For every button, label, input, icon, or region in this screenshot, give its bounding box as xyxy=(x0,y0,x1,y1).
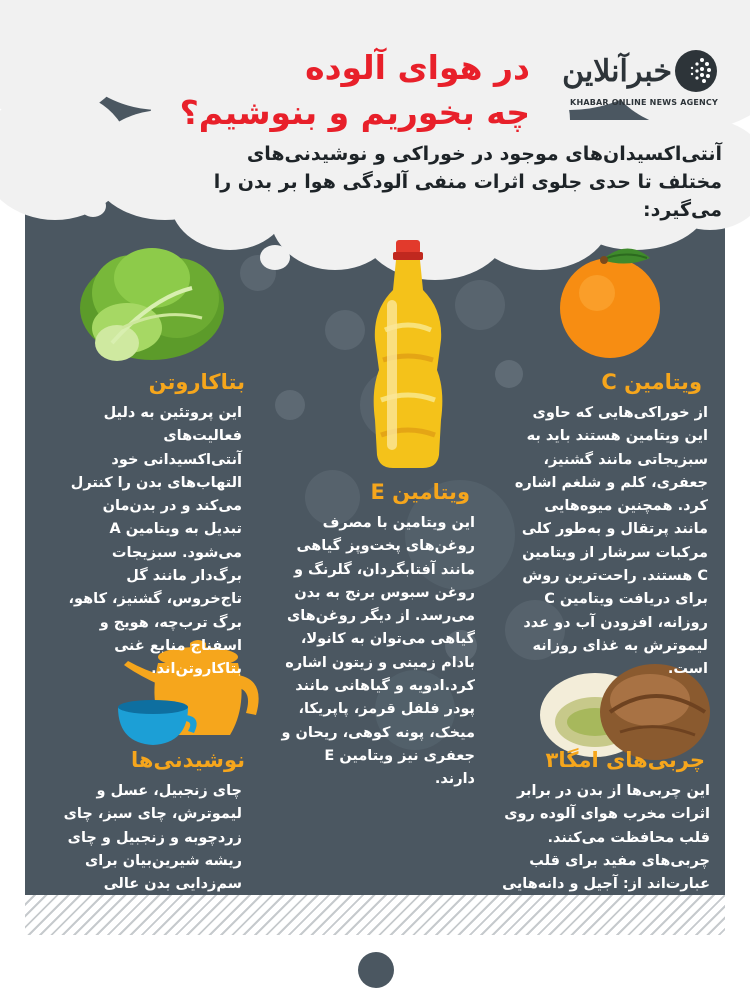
omega3-heading: چربی‌های امگا۳ xyxy=(545,748,705,772)
logo-text: خبرآنلاین xyxy=(562,54,672,89)
cloud xyxy=(260,245,290,270)
oil-bottle-icon xyxy=(363,240,453,470)
intro-text: آنتی‌اکسیدان‌های موجود در خوراکی و نوشیدنی‌های مختلف تا حدی جلوی اثرات منفی آلودگی هوا بر بدن را می‌گیرد: xyxy=(213,143,722,221)
vitamin-e-heading: ویتامین E xyxy=(370,480,470,504)
omega3-text: این چربی‌ها از بدن در برابر اثرات مخرب هوای آلوده روی قلب محافظت می‌کنند. چربی‌های مفید برای قلب عبارت‌اند از: آجیل و دانه‌هایی xyxy=(502,783,710,893)
logo[interactable] xyxy=(560,48,720,118)
beta-carotene-text: این پروتئین به دلیل فعالیت‌های آنتی‌اکسیدانی خود التهاب‌های بدن را کنترل می‌کند و در بدن‌مان تبدیل به ویتامین A می‌شود. سبزیجات برگ‌دار مانند گل تاج‌خروس، گشنیز، کاهو، برگ ترب‌چه، هویج و اسفناج منابع غنی بتاکاروتن‌اند. xyxy=(68,405,242,678)
page-title-line1: در هوای آلوده xyxy=(305,48,530,87)
cloud xyxy=(10,130,90,190)
drinks-heading: نوشیدنی‌ها xyxy=(131,748,245,772)
logo-subtitle: KHABAR ONLINE NEWS AGENCY xyxy=(570,98,718,107)
beta-carotene-heading: بتاکاروتن xyxy=(148,370,245,394)
orange-icon xyxy=(552,238,672,358)
decor-dot xyxy=(275,390,305,420)
footer-circle xyxy=(358,952,394,988)
decor-dot xyxy=(455,280,505,330)
cloud xyxy=(80,195,106,217)
drinks-text: چای زنجبیل، عسل و لیموترش، چای سبز، چای زردچوبه و زنجبیل و چای ریشه شیرین‌بیان برای سم‌زدایی بدن عالی xyxy=(63,783,242,893)
page-title-line2: چه بخوریم و بنوشیم؟ xyxy=(179,93,530,132)
decor-dot xyxy=(325,310,365,350)
footer-stripes xyxy=(25,895,725,935)
vitamin-e-text: این ویتامین با مصرف روغن‌های پخت‌وپز گیاهی مانند آفتابگردان، گلرنگ و روغن سبوس برنج به بدن می‌رسد. از دیگر روغن‌های گیاهی می‌توان به کانولا، بادام زمینی و زیتون اشاره کرد.ادویه و گیاهانی مانند پودر فلفل قرمز، پاپریکا، میخک، پونه کوهی، ریحان و جعفری نیز ویتامین E دارند. xyxy=(281,515,475,788)
vitamin-c-heading: ویتامین C xyxy=(601,370,702,394)
lettuce-icon xyxy=(72,238,232,368)
decor-dot xyxy=(495,360,523,388)
vitamin-c-text: از خوراکی‌هایی که حاوی این ویتامین هستند باید به سبزیجاتی مانند گشنیز، جعفری، کلم و شلغم اشاره کرد. همچنین میوه‌هایی مانند پرتقال و به‌طور کلی مرکبات سرشار از ویتامین C هستند. راحت‌ترین روش برای دریافت ویتامین C روزانه، افزودن آب دو عدد لیموترش به غذای روزانه است. xyxy=(514,405,708,678)
logo-globe-icon xyxy=(675,50,717,92)
